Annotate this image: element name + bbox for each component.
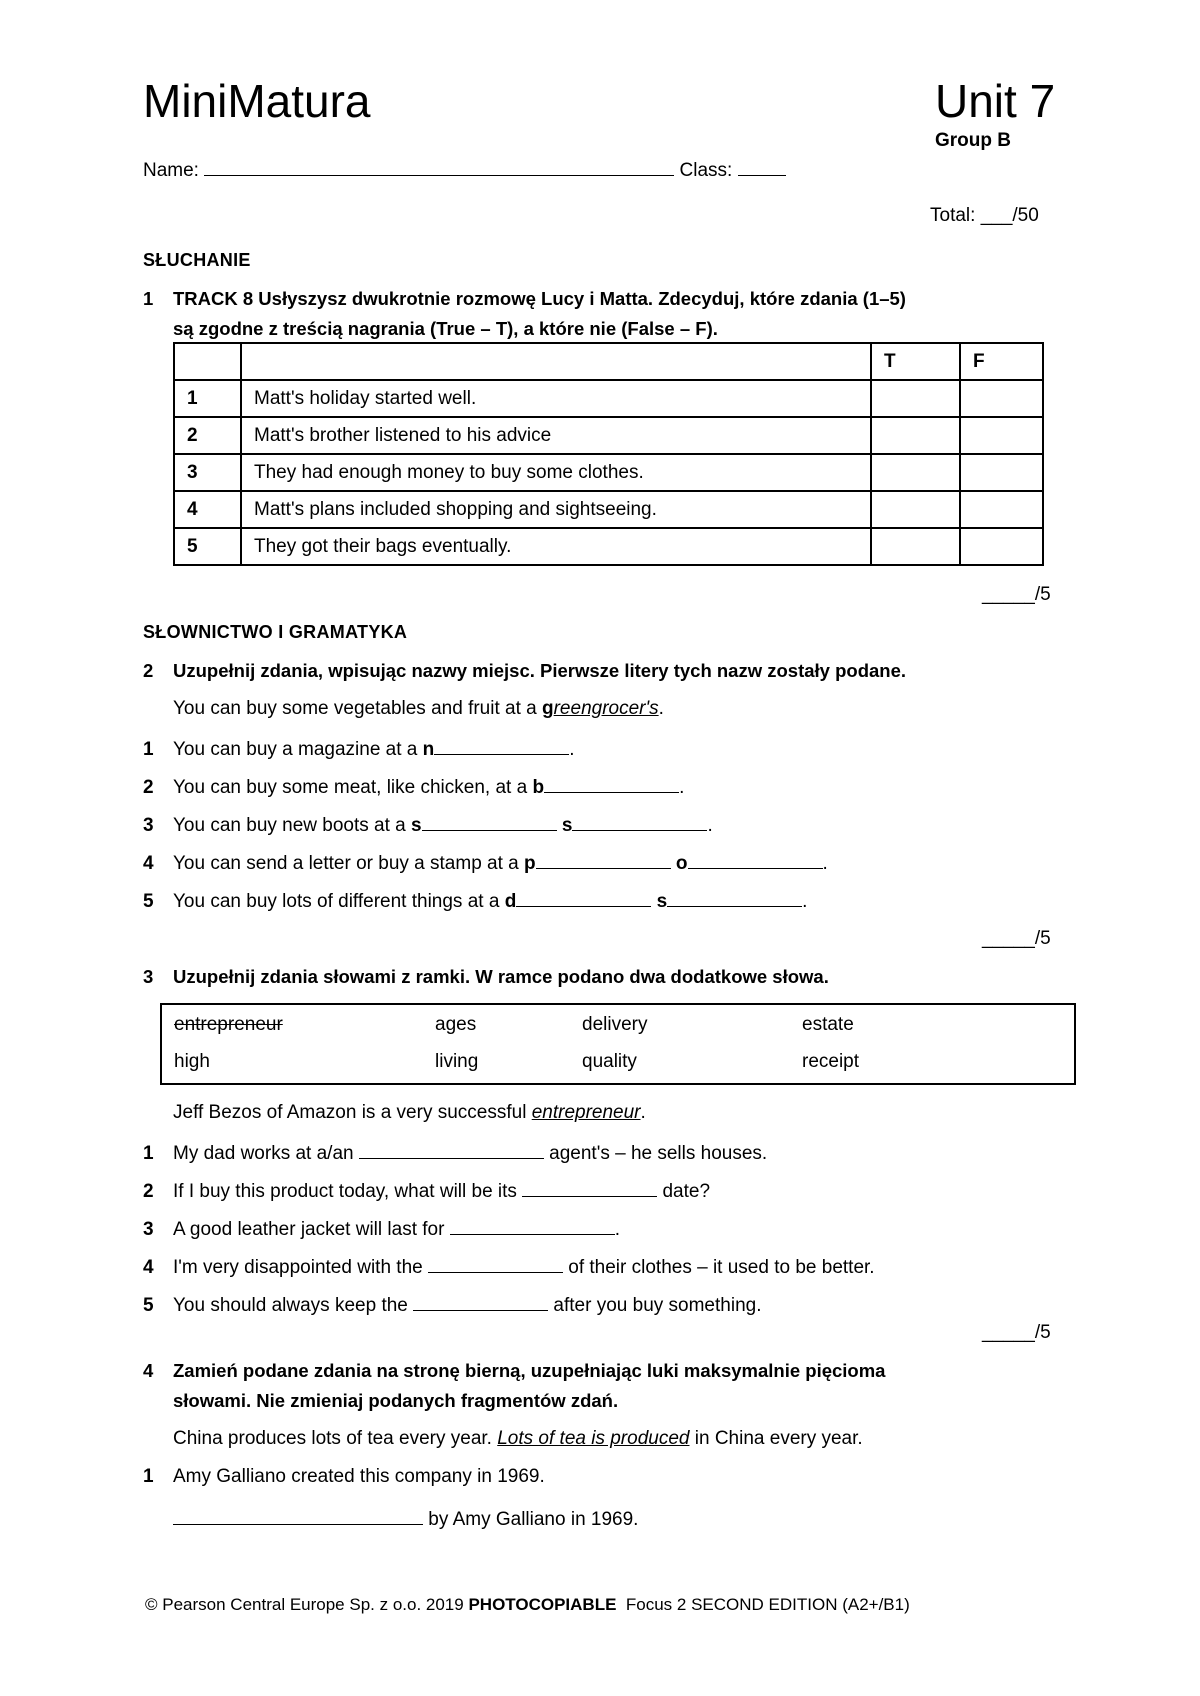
box-word: delivery bbox=[582, 1014, 648, 1035]
row-statement: Matt's plans included shopping and sightseeing. bbox=[241, 491, 871, 528]
row-number: 2 bbox=[174, 417, 241, 454]
section-heading-listening: SŁUCHANIE bbox=[143, 250, 251, 270]
list-item: 1 My dad works at a/an agent's – he sells houses. bbox=[143, 1140, 767, 1165]
list-item: 1 Amy Galliano created this company in 1969. bbox=[143, 1466, 545, 1487]
answer-blank[interactable] bbox=[422, 812, 557, 831]
row-number: 5 bbox=[174, 528, 241, 565]
name-label: Name: bbox=[143, 160, 199, 181]
list-item: 3 You can buy new boots at a s s . bbox=[143, 812, 713, 837]
table-row bbox=[174, 380, 1043, 417]
list-item: 1 You can buy a magazine at a n . bbox=[143, 736, 575, 761]
true-cell[interactable] bbox=[871, 380, 960, 417]
false-cell[interactable] bbox=[960, 454, 1043, 491]
ex4-answer-line: by Amy Galliano in 1969. bbox=[173, 1506, 638, 1531]
row-statement: They got their bags eventually. bbox=[241, 528, 871, 565]
list-item: 2 You can buy some meat, like chicken, at a b . bbox=[143, 774, 684, 799]
true-false-table bbox=[173, 342, 1044, 566]
ex1-instruction-line2: są zgodne z treścią nagrania (True – T), a które nie (False – F). bbox=[173, 318, 718, 339]
table-row bbox=[174, 491, 1043, 528]
ex3-example: Jeff Bezos of Amazon is a very successful entrepreneur. bbox=[173, 1102, 646, 1123]
answer-blank[interactable] bbox=[450, 1216, 615, 1235]
answer-blank[interactable] bbox=[434, 736, 569, 755]
box-word: high bbox=[174, 1051, 210, 1072]
group-label: Group B bbox=[935, 130, 1011, 151]
false-cell[interactable] bbox=[960, 417, 1043, 454]
word-box bbox=[160, 1003, 1076, 1085]
table-header-row bbox=[174, 343, 1043, 380]
answer-blank[interactable] bbox=[516, 888, 651, 907]
answer-blank[interactable] bbox=[572, 812, 707, 831]
answer-blank[interactable] bbox=[428, 1254, 563, 1273]
table-row bbox=[174, 528, 1043, 565]
answer-blank[interactable] bbox=[544, 774, 679, 793]
answer-blank[interactable] bbox=[359, 1140, 544, 1159]
false-cell[interactable] bbox=[960, 380, 1043, 417]
section-heading-vocabulary-grammar: SŁOWNICTWO I GRAMATYKA bbox=[143, 622, 408, 642]
true-cell[interactable] bbox=[871, 528, 960, 565]
ex4-instruction-line1: Zamień podane zdania na stronę bierną, uzupełniając luki maksymalnie pięcioma bbox=[173, 1360, 886, 1381]
ex1-score: _____/5 bbox=[982, 584, 1051, 605]
table-row bbox=[174, 417, 1043, 454]
ex2-instruction: Uzupełnij zdania, wpisując nazwy miejsc. Pierwsze litery tych nazw zostały podane. bbox=[173, 660, 907, 681]
list-item: 4 I'm very disappointed with the of their clothes – it used to be better. bbox=[143, 1254, 875, 1279]
ex1-number: 1 bbox=[143, 288, 154, 309]
footer-copyright: © Pearson Central Europe Sp. z o.o. 2019 PHOTOCOPIABLE Focus 2 SECOND EDITION (A2+/B1) bbox=[145, 1595, 910, 1614]
box-word: quality bbox=[582, 1051, 637, 1072]
name-field[interactable] bbox=[204, 157, 674, 176]
ex3-number: 3 bbox=[143, 966, 154, 987]
list-item: 4 You can send a letter or buy a stamp at a p o . bbox=[143, 850, 828, 875]
box-word: estate bbox=[802, 1014, 854, 1035]
true-cell[interactable] bbox=[871, 454, 960, 491]
box-word: receipt bbox=[802, 1051, 860, 1072]
total-score: Total: ___/50 bbox=[930, 205, 1039, 226]
example-letter: g bbox=[542, 698, 554, 719]
row-number: 3 bbox=[174, 454, 241, 491]
ex2-score: _____/5 bbox=[982, 928, 1051, 949]
answer-blank[interactable] bbox=[536, 850, 671, 869]
example-answer: entrepreneur bbox=[531, 1102, 641, 1123]
class-label: Class: bbox=[679, 160, 733, 181]
example-text: You can buy some vegetables and fruit at a bbox=[173, 698, 542, 719]
answer-blank[interactable] bbox=[522, 1178, 657, 1197]
box-word: entrepreneur bbox=[174, 1014, 283, 1035]
ex3-score: _____/5 bbox=[982, 1322, 1051, 1343]
row-statement: Matt's holiday started well. bbox=[241, 380, 871, 417]
list-item: 5 You can buy lots of different things at a d s . bbox=[143, 888, 807, 913]
col-false-header: F bbox=[960, 343, 1043, 380]
answer-blank[interactable] bbox=[667, 888, 802, 907]
answer-blank[interactable] bbox=[173, 1506, 423, 1525]
true-cell[interactable] bbox=[871, 417, 960, 454]
answer-blank[interactable] bbox=[688, 850, 823, 869]
false-cell[interactable] bbox=[960, 528, 1043, 565]
ex2-example: You can buy some vegetables and fruit at a greengrocer's. bbox=[173, 698, 664, 719]
list-item: 3 A good leather jacket will last for . bbox=[143, 1216, 620, 1241]
ex4-number: 4 bbox=[143, 1360, 154, 1381]
ex2-number: 2 bbox=[143, 660, 154, 681]
row-number: 4 bbox=[174, 491, 241, 528]
true-cell[interactable] bbox=[871, 491, 960, 528]
table-row bbox=[174, 454, 1043, 491]
name-row bbox=[143, 157, 786, 182]
box-word: ages bbox=[435, 1014, 477, 1035]
page-title: MiniMatura bbox=[143, 75, 371, 127]
unit-label: Unit 7 bbox=[935, 75, 1056, 127]
row-number: 1 bbox=[174, 380, 241, 417]
row-statement: Matt's brother listened to his advice bbox=[241, 417, 871, 454]
row-statement: They had enough money to buy some clothes. bbox=[241, 454, 871, 491]
answer-blank[interactable] bbox=[413, 1292, 548, 1311]
list-item: 5 You should always keep the after you buy something. bbox=[143, 1292, 761, 1317]
list-item: 2 If I buy this product today, what will be its date? bbox=[143, 1178, 710, 1203]
ex1-instruction-line1: TRACK 8 Usłyszysz dwukrotnie rozmowę Lucy i Matta. Zdecyduj, które zdania (1–5) bbox=[173, 288, 906, 309]
false-cell[interactable] bbox=[960, 491, 1043, 528]
ex3-instruction: Uzupełnij zdania słowami z ramki. W ramce podano dwa dodatkowe słowa. bbox=[173, 966, 829, 987]
box-word: living bbox=[435, 1051, 479, 1072]
example-answer: reengrocer's bbox=[553, 698, 659, 719]
example-answer: Lots of tea is produced bbox=[497, 1428, 690, 1449]
ex4-instruction-line2: słowami. Nie zmieniaj podanych fragmentów zdań. bbox=[173, 1390, 619, 1411]
col-true-header: T bbox=[871, 343, 960, 380]
ex4-example: China produces lots of tea every year. Lots of tea is produced in China every year. bbox=[173, 1428, 863, 1449]
class-field[interactable] bbox=[738, 157, 786, 176]
